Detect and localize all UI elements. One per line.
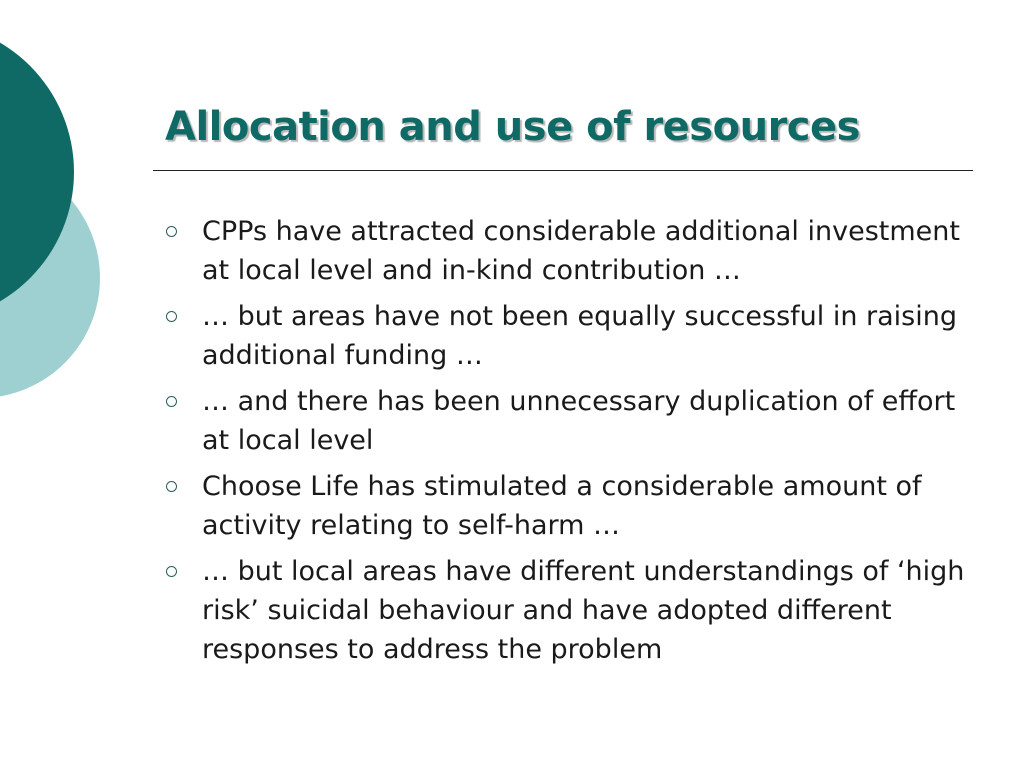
bullet-text: … and there has been unnecessary duplication of effort at local level (202, 386, 956, 456)
hollow-circle-bullet-icon (166, 311, 177, 322)
slide-title: Allocation and use of resources (165, 104, 860, 150)
bullet-text: … but local areas have different understandings of ‘high risk’ suicidal behaviour and have adopted different responses to address the problem (202, 556, 965, 665)
hollow-circle-bullet-icon (166, 396, 177, 407)
bullet-item (160, 552, 990, 669)
bullet-item (160, 467, 990, 545)
bullet-text: … but areas have not been equally successful in raising additional funding … (202, 301, 957, 371)
hollow-circle-bullet-icon (166, 226, 177, 237)
title-divider (153, 170, 973, 171)
hollow-circle-bullet-icon (166, 481, 177, 492)
bullet-item (160, 382, 990, 460)
bullet-item (160, 212, 990, 290)
bullet-text: CPPs have attracted considerable additional investment at local level and in-kind contribution … (202, 216, 960, 286)
hollow-circle-bullet-icon (166, 566, 177, 577)
bullet-text: Choose Life has stimulated a considerable amount of activity relating to self-harm … (202, 471, 922, 541)
bullet-list (160, 212, 990, 676)
bullet-item (160, 297, 990, 375)
